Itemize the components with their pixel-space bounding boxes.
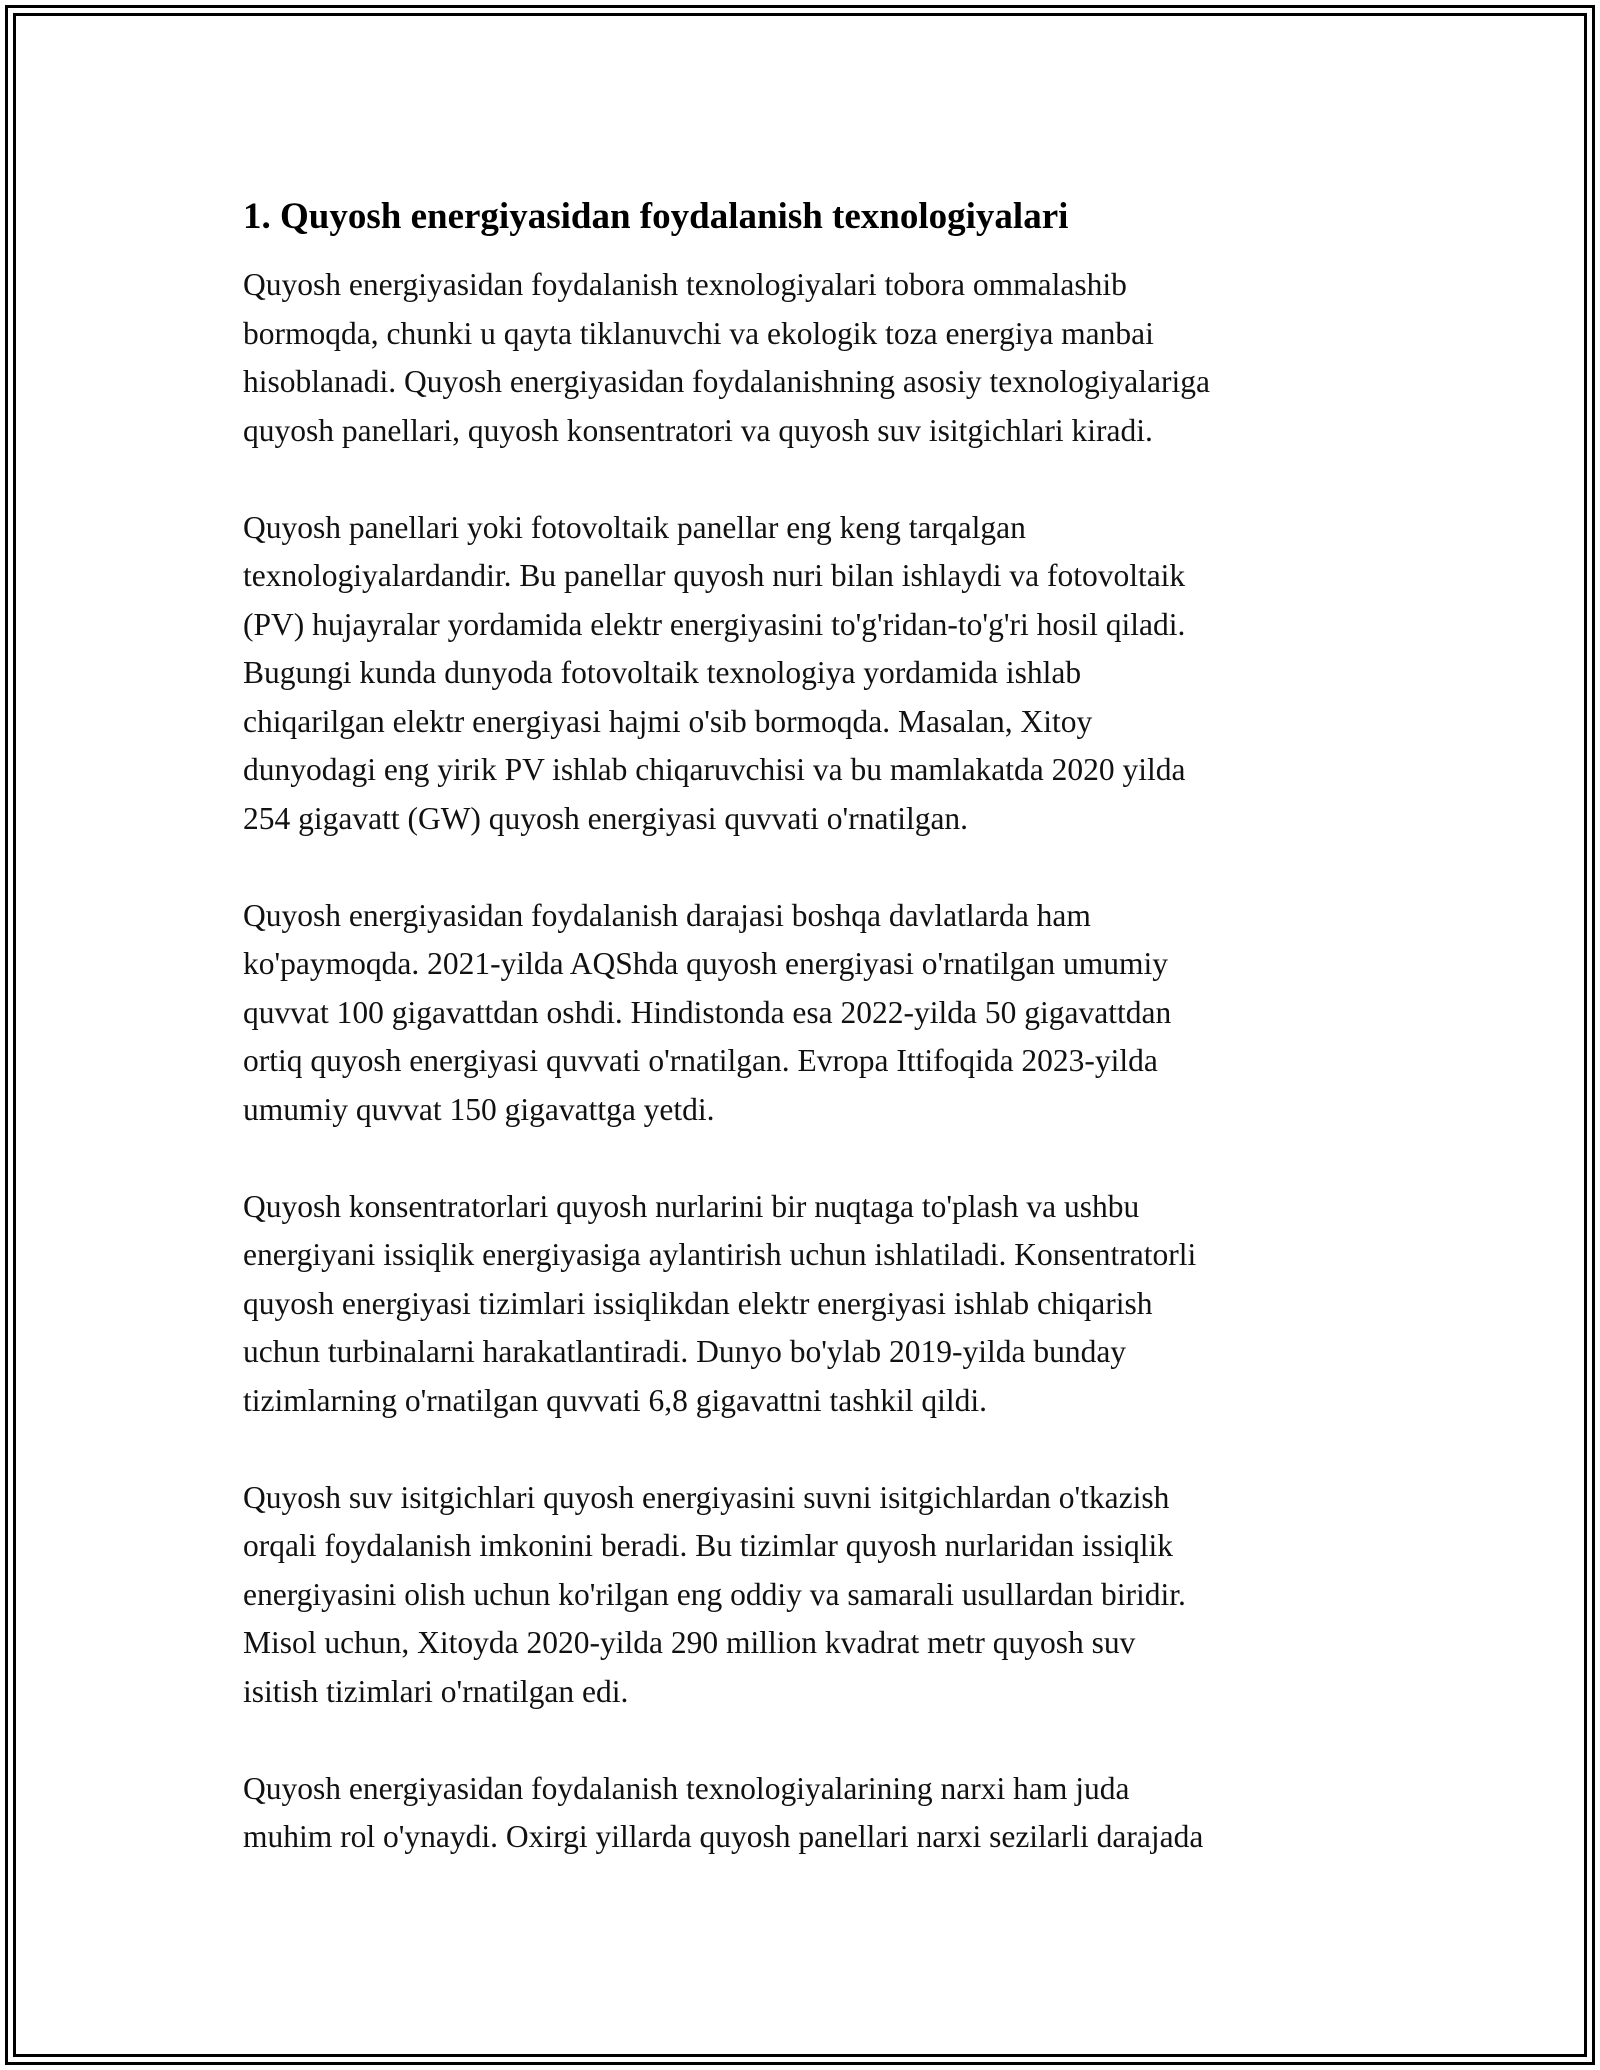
text-line: quyosh panellari, quyosh konsentratori va quyosh suv isitgichlari kiradi. — [243, 412, 1153, 448]
text-line: ortiq quyosh energiyasi quvvati o'rnatilgan. Evropa Ittifoqida 2023-yilda — [243, 1043, 1158, 1078]
text-line: energiyasini olish uchun ko'rilgan eng oddiy va samarali usullardan biridir. — [243, 1576, 1186, 1612]
page-frame — [5, 5, 1595, 2065]
text-line: umumiy quvvat 150 gigavattga yetdi. — [243, 1091, 715, 1127]
text-line: texnologiyalardandir. Bu panellar quyosh nuri bilan ishlaydi va fotovoltaik — [243, 558, 1186, 593]
text-line: Quyosh energiyasidan foydalanish texnologiyalari tobora ommalashib — [243, 267, 1127, 302]
text-line: 254 gigavatt (GW) quyosh energiyasi quvvati o'rnatilgan. — [243, 800, 969, 836]
text-line: quvvat 100 gigavattdan oshdi. Hindistonda esa 2022-yilda 50 gigavattdan — [243, 994, 1172, 1030]
text-line: orqali foydalanish imkonini beradi. Bu tizimlar quyosh nurlaridan issiqlik — [243, 1528, 1173, 1563]
document-body — [243, 193, 1378, 1910]
text-line: Quyosh suv isitgichlari quyosh energiyasini suvni isitgichlardan o'tkazish — [243, 1479, 1170, 1515]
text-line: Bugungi kunda dunyoda fotovoltaik texnologiya yordamida ishlab — [243, 655, 1082, 690]
text-line: Quyosh energiyasidan foydalanish texnologiyalarining narxi ham juda — [243, 1770, 1130, 1806]
paragraph-water-heaters — [243, 1474, 1378, 1717]
text-line: Quyosh energiyasidan foydalanish darajasi boshqa davlatlarda ham — [243, 897, 1091, 933]
text-line: Misol uchun, Xitoyda 2020-yilda 290 million kvadrat metr quyosh suv — [243, 1625, 1136, 1660]
text-line: dunyodagi eng yirik PV ishlab chiqaruvchisi va bu mamlakatda 2020 yilda — [243, 752, 1186, 787]
paragraph-intro — [243, 261, 1378, 455]
paragraph-other-countries — [243, 892, 1378, 1135]
paragraph-concentrators — [243, 1183, 1378, 1426]
section-heading: 1. Quyosh energiyasidan foydalanish texnologiyalari — [243, 196, 1069, 237]
text-line: energiyani issiqlik energiyasiga aylantirish uchun ishlatiladi. Konsentratorli — [243, 1237, 1197, 1272]
text-line: hisoblanadi. Quyosh energiyasidan foydalanishning asosiy texnologiyalariga — [243, 364, 1210, 399]
text-line: (PV) hujayralar yordamida elektr energiyasini to'g'ridan-to'g'ri hosil qiladi. — [243, 606, 1186, 642]
paragraph-solar-panels — [243, 504, 1378, 844]
text-line: tizimlarning o'rnatilgan quvvati 6,8 gigavattni tashkil qildi. — [243, 1382, 988, 1418]
text-line: ko'paymoqda. 2021-yilda AQShda quyosh energiyasi o'rnatilgan umumiy — [243, 946, 1169, 981]
text-line: muhim rol o'ynaydi. Oxirgi yillarda quyosh panellari narxi sezilarli darajada — [243, 1819, 1204, 1854]
text-line: Quyosh konsentratorlari quyosh nurlarini bir nuqtaga to'plash va ushbu — [243, 1188, 1140, 1224]
text-line: Quyosh panellari yoki fotovoltaik panellar eng keng tarqalgan — [243, 509, 1026, 545]
text-line: chiqarilgan elektr energiyasi hajmi o'sib bormoqda. Masalan, Xitoy — [243, 703, 1093, 739]
text-line: uchun turbinalarni harakatlantiradi. Dunyo bo'ylab 2019-yilda bunday — [243, 1334, 1127, 1369]
paragraph-cost — [243, 1765, 1378, 1862]
text-line: quyosh energiyasi tizimlari issiqlikdan elektr energiyasi ishlab chiqarish — [243, 1285, 1153, 1321]
text-line: bormoqda, chunki u qayta tiklanuvchi va ekologik toza energiya manbai — [243, 315, 1154, 351]
text-line: isitish tizimlari o'rnatilgan edi. — [243, 1673, 629, 1709]
